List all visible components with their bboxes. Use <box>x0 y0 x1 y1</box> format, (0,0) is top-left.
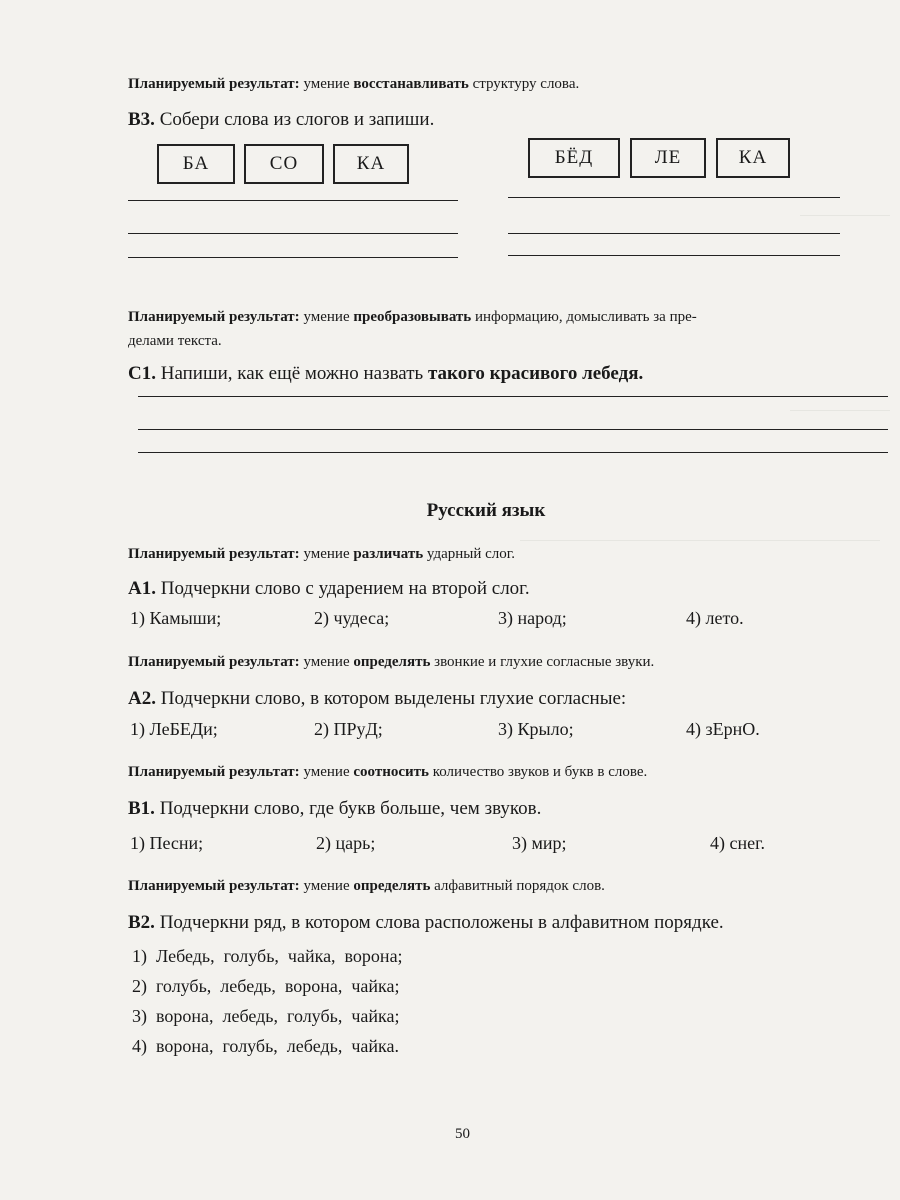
answer-line[interactable] <box>138 452 888 453</box>
answer-line[interactable] <box>138 429 888 430</box>
plan-result-c1 <box>128 305 888 353</box>
plan-text: умение <box>303 764 350 780</box>
plan-label: Планируемый результат: <box>128 76 300 92</box>
plan-result-a1 <box>128 546 515 563</box>
plan-text: умение <box>303 654 350 670</box>
plan-text: умение <box>303 878 350 894</box>
answer-line[interactable] <box>508 197 840 198</box>
plan-skill: восстанавливать <box>353 76 469 92</box>
syllable-box: СО <box>244 144 324 184</box>
plan-text: количество звуков и букв в слове. <box>432 764 648 780</box>
syllable-box: КА <box>716 138 790 178</box>
answer-option[interactable]: 4) ворона, голубь, лебедь, чайка. <box>132 1036 399 1056</box>
answer-option[interactable]: 1) ЛеБЕДи; <box>130 719 218 739</box>
plan-skill: различать <box>353 546 424 562</box>
answer-option[interactable]: 3) мир; <box>512 833 567 853</box>
plan-text: умение <box>303 309 350 325</box>
task-number: А1. <box>128 578 156 599</box>
answer-option[interactable]: 4) зЕрнО. <box>686 719 760 739</box>
answer-option[interactable]: 2) царь; <box>316 833 376 853</box>
task-b1 <box>128 798 541 820</box>
page-number: 50 <box>455 1126 470 1142</box>
plan-result-b3 <box>128 76 579 93</box>
answer-option[interactable]: 4) лето. <box>686 608 744 628</box>
task-number: С1. <box>128 363 156 384</box>
plan-text: звонкие и глухие согласные звуки. <box>434 654 655 670</box>
answer-line[interactable] <box>508 255 840 256</box>
answer-line[interactable] <box>128 200 458 201</box>
task-a1 <box>128 578 530 600</box>
plan-skill: соотносить <box>353 764 429 780</box>
answer-option[interactable]: 3) ворона, лебедь, голубь, чайка; <box>132 1006 400 1026</box>
task-c1 <box>128 363 643 385</box>
answer-option[interactable]: 3) народ; <box>498 608 567 628</box>
answer-line[interactable] <box>508 233 840 234</box>
syllable-box: КА <box>333 144 409 184</box>
plan-label: Планируемый результат: <box>128 546 300 562</box>
plan-result-b2 <box>128 878 605 895</box>
task-text: Напиши, как ещё можно назвать <box>160 363 424 384</box>
answer-line[interactable] <box>128 257 458 258</box>
task-text: Собери слова из слогов и запиши. <box>159 109 435 130</box>
bleed-through <box>800 215 890 216</box>
task-number: А2. <box>128 688 156 709</box>
answer-option[interactable]: 3) Крыло; <box>498 719 574 739</box>
task-text: Подчеркни слово с ударением на второй слог. <box>160 578 530 599</box>
plan-text: алфавитный порядок слов. <box>434 878 605 894</box>
plan-label: Планируемый результат: <box>128 309 300 325</box>
syllable-box: БА <box>157 144 235 184</box>
task-number: В3. <box>128 109 155 130</box>
plan-text: структуру слова. <box>472 76 580 92</box>
answer-option[interactable]: 2) ПРуД; <box>314 719 383 739</box>
syllable-box: ЛЕ <box>630 138 706 178</box>
plan-text: делами текста. <box>128 333 222 349</box>
plan-label: Планируемый результат: <box>128 764 300 780</box>
plan-label: Планируемый результат: <box>128 878 300 894</box>
answer-option[interactable]: 1) Камыши; <box>130 608 222 628</box>
plan-result-b1 <box>128 764 647 781</box>
task-text: Подчеркни слово, в котором выделены глухие согласные: <box>160 688 627 709</box>
plan-text: ударный слог. <box>426 546 516 562</box>
syllable-box: БЁД <box>528 138 620 178</box>
plan-text: умение <box>303 76 350 92</box>
plan-skill: определять <box>353 878 431 894</box>
bleed-through <box>520 540 880 541</box>
task-text: Подчеркни ряд, в котором слова расположены в алфавитном порядке. <box>159 912 724 933</box>
answer-option[interactable]: 1) Лебедь, голубь, чайка, ворона; <box>132 946 403 966</box>
plan-label: Планируемый результат: <box>128 654 300 670</box>
answer-line[interactable] <box>128 233 458 234</box>
task-number: В2. <box>128 912 155 933</box>
plan-skill: определять <box>353 654 431 670</box>
bleed-through <box>790 410 890 411</box>
task-b3 <box>128 109 434 131</box>
plan-text: информацию, домысливать за пре- <box>475 309 697 325</box>
section-title: Русский язык <box>426 500 546 521</box>
answer-line[interactable] <box>138 396 888 397</box>
task-text: Подчеркни слово, где букв больше, чем звуков. <box>159 798 542 819</box>
task-number: В1. <box>128 798 155 819</box>
plan-skill: преобразовывать <box>353 309 472 325</box>
plan-result-a2 <box>128 654 654 671</box>
answer-option[interactable]: 2) голубь, лебедь, ворона, чайка; <box>132 976 400 996</box>
task-a2 <box>128 688 626 710</box>
answer-option[interactable]: 1) Песни; <box>130 833 204 853</box>
answer-option[interactable]: 2) чудеса; <box>314 608 390 628</box>
plan-text: умение <box>303 546 350 562</box>
task-b2 <box>128 912 724 934</box>
task-emphasis: такого красивого лебедя. <box>427 363 644 384</box>
answer-option[interactable]: 4) снег. <box>710 833 765 853</box>
